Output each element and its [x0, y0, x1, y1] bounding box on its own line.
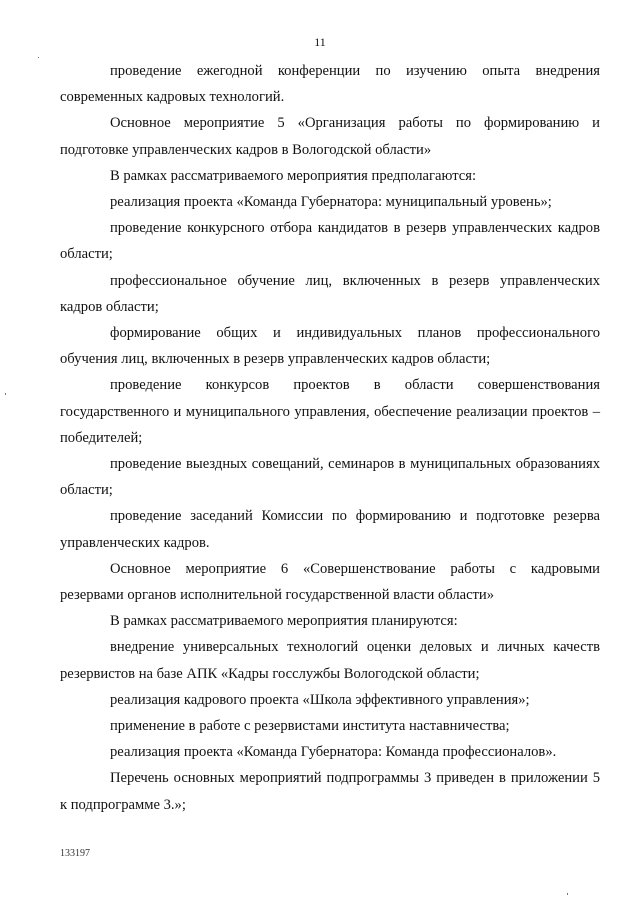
document-body	[60, 58, 600, 818]
paragraph-governor-team-professionals: реализация проекта «Команда Губернатора: Команда профессионалов».	[110, 744, 557, 761]
page-number: 11	[314, 35, 326, 49]
paragraph-field-meetings: проведение выездных совещаний, семинаров в муниципальных образованиях области;	[60, 456, 600, 499]
paragraph-commission-meetings: проведение заседаний Комиссии по формированию и подготовке резерва управленческих кадров.	[60, 508, 600, 551]
paragraph-training-plans: формирование общих и индивидуальных планов профессионального обучения лиц, включенных в резерв управленческих кадров области;	[60, 325, 600, 368]
scan-mark	[5, 393, 6, 395]
paragraph-conference: проведение ежегодной конференции по изучению опыта внедрения современных кадровых технологий.	[60, 63, 600, 106]
paragraph-measure-6-title: Основное мероприятие 6 «Совершенствование работы с кадровыми резервами органов исполнительной государственной власти области»	[60, 560, 600, 604]
paragraph-professional-training: профессиональное обучение лиц, включенных в резерв управленческих кадров области;	[60, 272, 600, 315]
paragraph-governor-team-municipal: реализация проекта «Команда Губернатора: муниципальный уровень»;	[110, 194, 552, 211]
paragraph-assessment-technologies: внедрение универсальных технологий оценки деловых и личных качеств резервистов на базе АПК «Кадры госслужбы Вологодской области;	[60, 639, 600, 682]
paragraph-management-school: реализация кадрового проекта «Школа эффективного управления»;	[110, 691, 530, 708]
paragraph-appendix-reference: Перечень основных мероприятий подпрограммы 3 приведен в приложении 5 к подпрограмме 3.»;	[60, 770, 600, 813]
document-code: 133197	[60, 848, 90, 859]
paragraph-measure-5-title: Основное мероприятие 5 «Организация работы по формированию и подготовке управленческих кадров в Вологодской области»	[60, 115, 600, 158]
paragraph-mentoring: применение в работе с резервистами института наставничества;	[110, 718, 510, 735]
paragraph-competitive-selection: проведение конкурсного отбора кандидатов в резерв управленческих кадров области;	[60, 220, 600, 263]
scan-mark	[38, 57, 39, 58]
paragraph-project-contests: проведение конкурсов проектов в области совершенствования государственного и муниципального управления, обеспечение реализации проектов – победителей;	[60, 377, 600, 446]
scan-mark	[567, 893, 568, 895]
paragraph-measure-6-intro: В рамках рассматриваемого мероприятия планируются:	[110, 613, 458, 630]
paragraph-measure-5-intro: В рамках рассматриваемого мероприятия предполагаются:	[110, 167, 477, 184]
